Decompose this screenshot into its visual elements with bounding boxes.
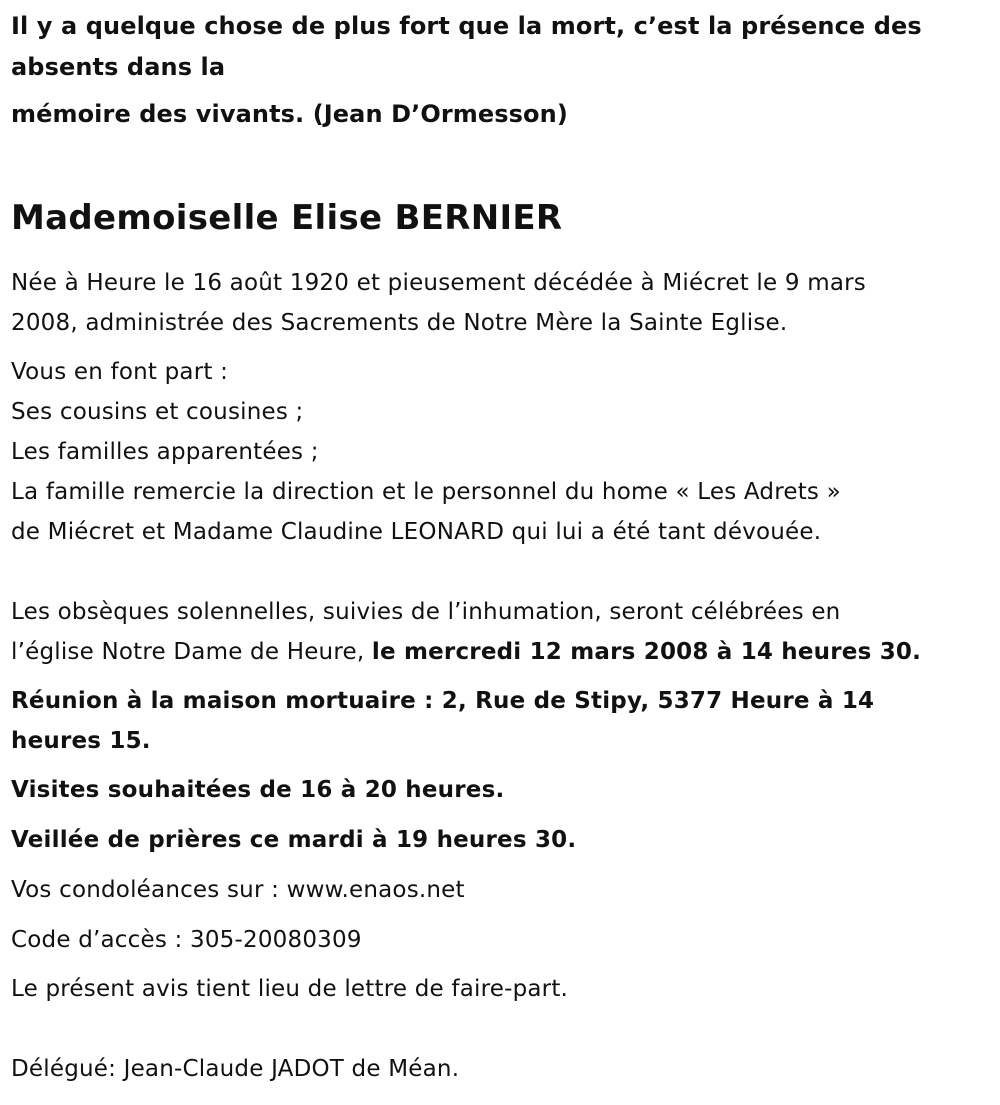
condolences-line: Vos condoléances sur : www.enaos.net bbox=[11, 877, 465, 903]
prayer-vigil: Veillée de prières ce mardi à 19 heures 30. bbox=[11, 827, 577, 853]
thanks-line-1: La famille remercie la direction et le personnel du home « Les Adrets » bbox=[11, 479, 841, 505]
thanks-line-2: de Miécret et Madame Claudine LEONARD qui lui a été tant dévouée. bbox=[11, 519, 822, 545]
access-code-line: Code d’accès : 305-20080309 bbox=[11, 927, 362, 953]
meeting-line-1: Réunion à la maison mortuaire : 2, Rue de Stipy, 5377 Heure à 14 bbox=[11, 688, 875, 714]
birth-death-line-1: Née à Heure le 16 août 1920 et pieusement décédée à Miécret le 9 mars bbox=[11, 270, 866, 296]
meeting-line-2: heures 15. bbox=[11, 728, 151, 754]
funeral-date: le mercredi 12 mars 2008 à 14 heures 30. bbox=[371, 639, 922, 665]
funeral-line-1: Les obsèques solennelles, suivies de l’inhumation, seront célébrées en bbox=[11, 599, 841, 625]
family-line-2: Les familles apparentées ; bbox=[11, 439, 319, 465]
visiting-hours: Visites souhaitées de 16 à 20 heures. bbox=[11, 777, 505, 803]
family-line-1: Ses cousins et cousines ; bbox=[11, 399, 304, 425]
delegate-line: Délégué: Jean-Claude JADOT de Méan. bbox=[11, 1056, 460, 1082]
funeral-line-2 bbox=[11, 632, 921, 672]
funeral-location: l’église Notre Dame de Heure, bbox=[11, 639, 372, 665]
quote-line-2: absents dans la bbox=[11, 53, 226, 81]
notice-intro: Vous en font part : bbox=[11, 359, 229, 385]
notice-statement: Le présent avis tient lieu de lettre de faire-part. bbox=[11, 976, 569, 1002]
birth-death-line-2: 2008, administrée des Sacrements de Notre Mère la Sainte Eglise. bbox=[11, 310, 788, 336]
quote-line-3: mémoire des vivants. (Jean D’Ormesson) bbox=[11, 100, 568, 128]
quote-line-1: Il y a quelque chose de plus fort que la mort, c’est la présence des bbox=[11, 12, 922, 40]
deceased-name: Mademoiselle Elise BERNIER bbox=[11, 197, 563, 238]
